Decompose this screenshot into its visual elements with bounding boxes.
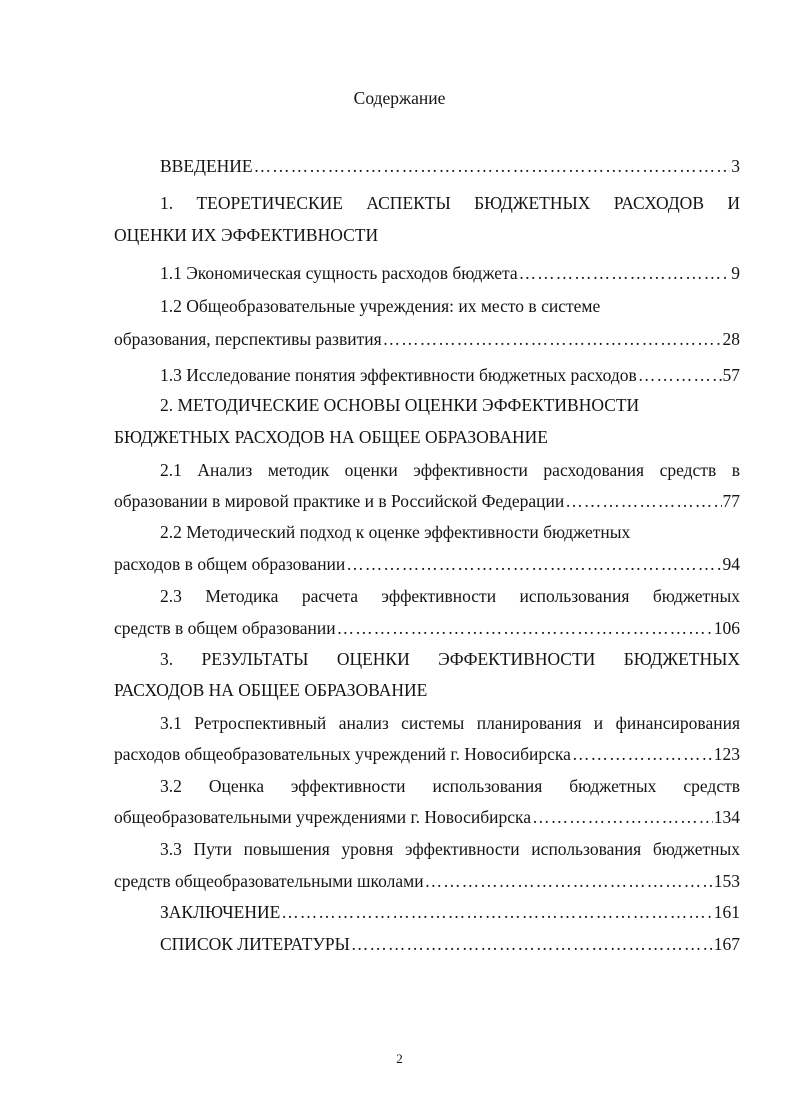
toc-page-number: 153 [713, 871, 740, 891]
dot-leader [281, 901, 712, 923]
dot-leader [572, 743, 713, 765]
page-number: 2 [396, 1051, 403, 1066]
toc-entry-label: средств общеобразовательными школами [114, 871, 424, 891]
toc-entry-label: ЗАКЛЮЧЕНИЕ [160, 902, 281, 922]
toc-page-number: 94 [722, 554, 740, 574]
toc-chapter-2-line-2[interactable]: БЮДЖЕТНЫХ РАСХОДОВ НА ОБЩЕЕ ОБРАЗОВАНИЕ [114, 427, 548, 447]
toc-chapter-1-line-2[interactable]: ОЦЕНКИ ИХ ЭФФЕКТИВНОСТИ [114, 225, 379, 245]
toc-entry-label: общеобразовательными учреждениями г. Новосибирска [114, 807, 532, 827]
toc-chapter-3-line-1[interactable]: 3. РЕЗУЛЬТАТЫ ОЦЕНКИ ЭФФЕКТИВНОСТИ БЮДЖЕТНЫХ [160, 649, 740, 669]
toc-page-number: 28 [722, 329, 740, 349]
toc-entry-label: СПИСОК ЛИТЕРАТУРЫ [160, 934, 350, 954]
toc-entry-1-2-line-1[interactable]: 1.2 Общеобразовательные учреждения: их место в системе [160, 296, 601, 316]
toc-entry-label: расходов общеобразовательных учреждений г. Новосибирска [114, 744, 571, 764]
toc-entry-1-2[interactable] [114, 328, 740, 350]
page-title: Содержание [353, 88, 446, 108]
toc-entry-references[interactable] [160, 933, 740, 955]
dot-leader [254, 155, 731, 177]
toc-entry-label: средств в общем образовании [114, 618, 336, 638]
toc-entry-2-2-line-1[interactable]: 2.2 Методический подход к оценке эффективности бюджетных [160, 522, 631, 542]
toc-entry-label: ВВЕДЕНИЕ [160, 156, 253, 176]
dot-leader [519, 262, 731, 284]
toc-entry-2-2[interactable] [114, 553, 740, 575]
toc-entry-3-2[interactable] [114, 806, 740, 828]
toc-page-number: 123 [713, 744, 740, 764]
toc-entry-label: 1.3 Исследование понятия эффективности бюджетных расходов [160, 365, 637, 385]
dot-leader [532, 806, 713, 828]
toc-entry-intro[interactable] [160, 155, 740, 177]
toc-chapter-2-line-1[interactable]: 2. МЕТОДИЧЕСКИЕ ОСНОВЫ ОЦЕНКИ ЭФФЕКТИВНОСТИ [160, 395, 640, 415]
dot-leader [638, 364, 722, 386]
toc-entry-label: расходов в общем образовании [114, 554, 346, 574]
toc-entry-conclusion[interactable] [160, 901, 740, 923]
toc-entry-3-3[interactable] [114, 870, 740, 892]
dot-leader [351, 933, 713, 955]
toc-page-number: 3 [731, 156, 740, 176]
toc-page-number: 77 [722, 491, 740, 511]
toc-page-number: 134 [713, 807, 740, 827]
toc-entry-2-1-line-1[interactable]: 2.1 Анализ методик оценки эффективности расходования средств в [160, 460, 740, 480]
toc-entry-2-1[interactable] [114, 490, 740, 512]
toc-entry-label: образовании в мировой практике и в Российской Федерации [114, 491, 565, 511]
toc-entry-3-2-line-1[interactable]: 3.2 Оценка эффективности использования бюджетных средств [160, 776, 740, 796]
toc-entry-label: 1.1 Экономическая сущность расходов бюджета [160, 263, 518, 283]
toc-page-number: 161 [713, 902, 740, 922]
toc-entry-2-3-line-1[interactable]: 2.3 Методика расчета эффективности использования бюджетных [160, 586, 740, 606]
dot-leader [337, 617, 713, 639]
toc-page-number: 167 [713, 934, 740, 954]
toc-chapter-1-line-1[interactable]: 1. ТЕОРЕТИЧЕСКИЕ АСПЕКТЫ БЮДЖЕТНЫХ РАСХОДОВ И [160, 193, 740, 213]
dot-leader [565, 490, 721, 512]
toc-page-number: 9 [731, 263, 740, 283]
toc-chapter-3-line-2[interactable]: РАСХОДОВ НА ОБЩЕЕ ОБРАЗОВАНИЕ [114, 680, 428, 700]
toc-entry-3-1[interactable] [114, 743, 740, 765]
toc-entry-3-1-line-1[interactable]: 3.1 Ретроспективный анализ системы планирования и финансирования [160, 713, 740, 733]
dot-leader [383, 328, 722, 350]
toc-page-number: 106 [713, 618, 740, 638]
toc-entry-3-3-line-1[interactable]: 3.3 Пути повышения уровня эффективности использования бюджетных [160, 839, 740, 859]
toc-page-number: 57 [722, 365, 740, 385]
toc-entry-2-3[interactable] [114, 617, 740, 639]
dot-leader [346, 553, 721, 575]
dot-leader [425, 870, 713, 892]
toc-entry-1-3[interactable] [160, 364, 740, 386]
toc-entry-label: образования, перспективы развития [114, 329, 382, 349]
toc-entry-1-1[interactable] [160, 262, 740, 284]
